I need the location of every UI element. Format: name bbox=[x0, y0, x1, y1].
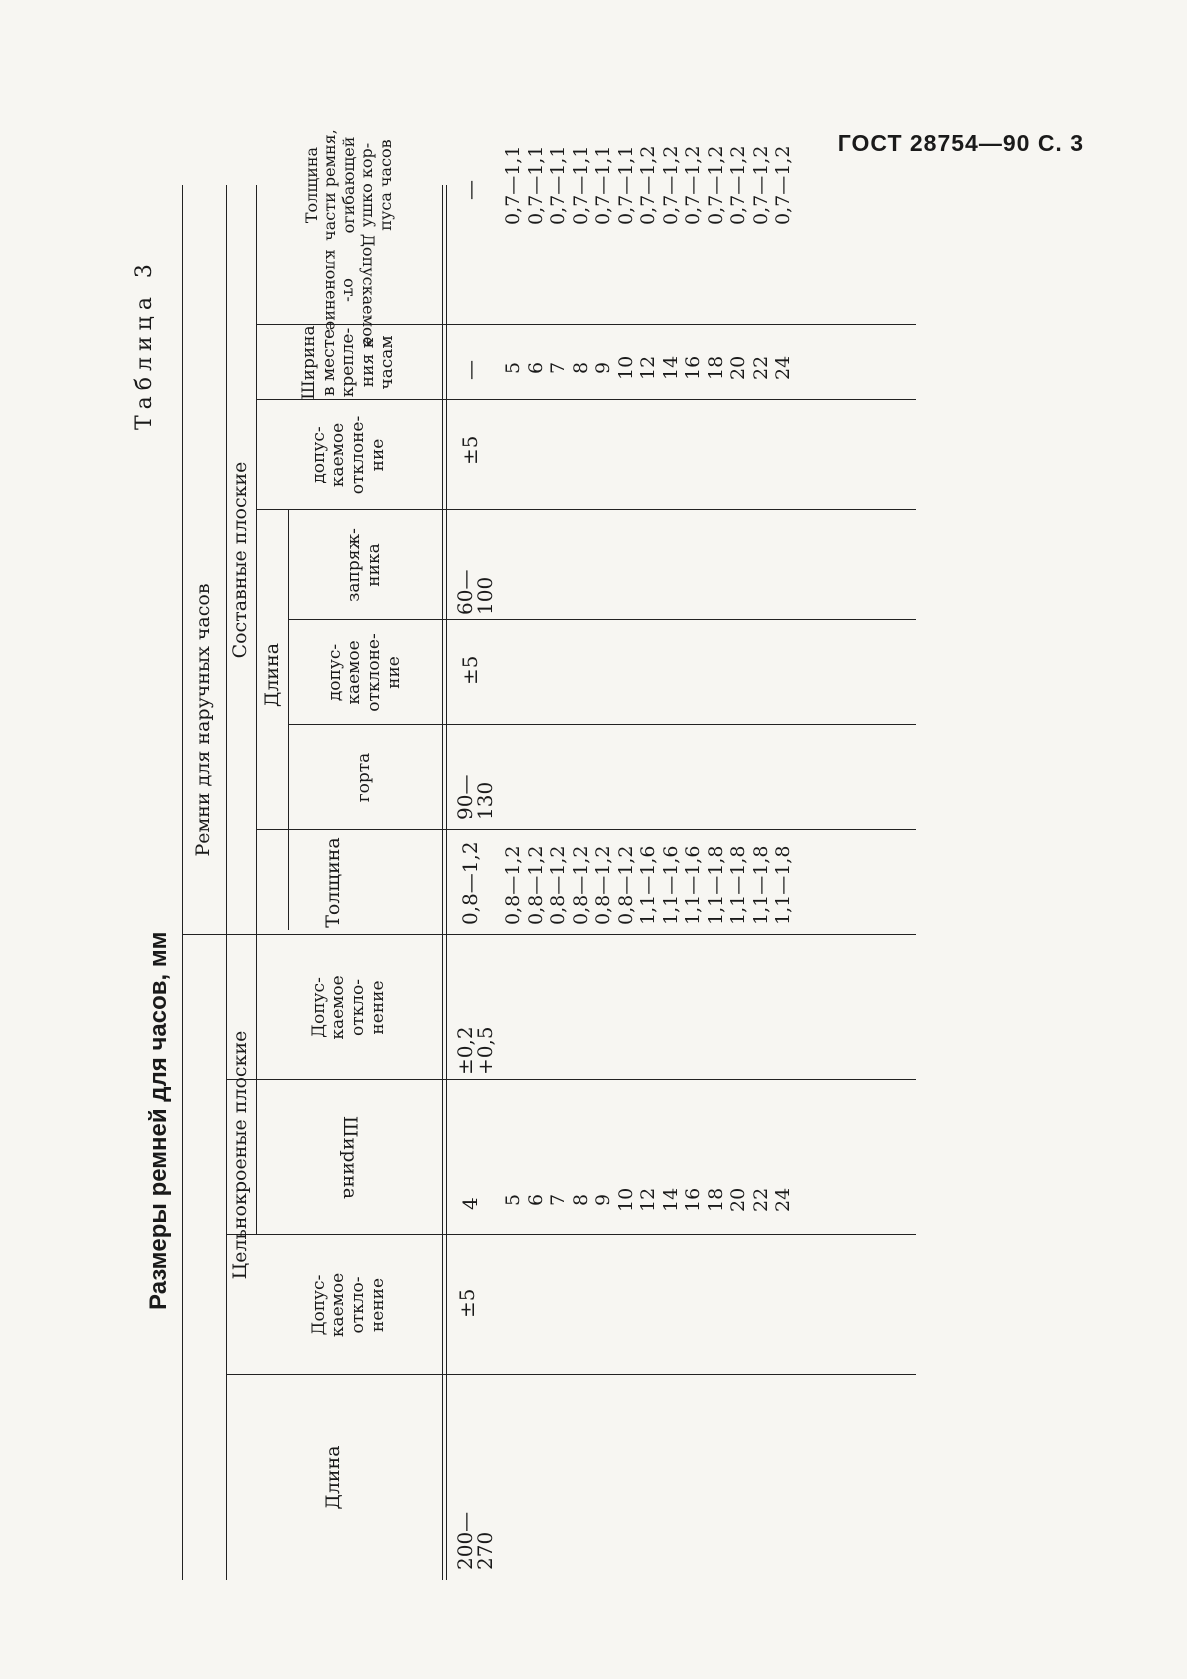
part-thickness-value: 0,7—1,2 bbox=[659, 145, 682, 225]
cell-length: 200— 270 bbox=[453, 1511, 497, 1570]
attach-width-value: 7 bbox=[547, 361, 569, 374]
attach-width-value: 22 bbox=[749, 355, 772, 380]
cell-thickness-first: 0,8—1,2 bbox=[458, 841, 482, 925]
width-value: 12 bbox=[637, 1187, 659, 1212]
part-thickness-value: 0,7—1,2 bbox=[772, 145, 794, 225]
attach-width-value: 18 bbox=[704, 355, 727, 380]
width-value: 20 bbox=[727, 1187, 749, 1212]
cell-thick-part-first: — bbox=[458, 180, 482, 200]
attach-width-value: 16 bbox=[682, 355, 704, 380]
solid-group-header: Цельнокроеные плоские bbox=[229, 1030, 252, 1280]
part-thickness-value: 0,7—1,2 bbox=[727, 145, 749, 225]
attach-width-value: 9 bbox=[592, 361, 614, 374]
width-value: 24 bbox=[772, 1187, 794, 1212]
width-values-column bbox=[502, 1188, 795, 1212]
header-tol3: допус- каемое отклоне- ние bbox=[324, 633, 404, 712]
attach-width-value: 24 bbox=[772, 355, 794, 380]
table-title: Размеры ремней для часов, мм bbox=[145, 931, 172, 1310]
width-value: 6 bbox=[524, 1193, 547, 1206]
header-tol1: Допус- каемое откло- нение bbox=[308, 1272, 388, 1338]
part-thickness-value: 0,7—1,2 bbox=[704, 145, 727, 225]
group-header: Ремни для наручных часов bbox=[192, 583, 215, 857]
width-value: 14 bbox=[659, 1187, 682, 1212]
header-zapr: запряж- ника bbox=[344, 528, 384, 602]
thickness-value: 1,1—1,6 bbox=[637, 845, 659, 925]
attach-width-value: 10 bbox=[614, 355, 637, 380]
part-thickness-value: 0,7—1,1 bbox=[524, 145, 547, 225]
part-thickness-value: 0,7—1,1 bbox=[569, 145, 592, 225]
part-thickness-value: 0,7—1,1 bbox=[592, 145, 614, 225]
thickness-value: 0,8—1,2 bbox=[614, 845, 637, 925]
header-thickness: Толщина bbox=[322, 837, 345, 928]
thickness-value: 0,8—1,2 bbox=[524, 845, 547, 925]
cell-width-attach-first: — bbox=[458, 360, 482, 380]
attach-width-value: 6 bbox=[524, 361, 547, 374]
width-value: 16 bbox=[682, 1187, 704, 1212]
cell-tol2: ±0,2 +0,5 bbox=[453, 1026, 497, 1075]
part-thickness-value: 0,7—1,2 bbox=[682, 145, 704, 225]
attach-width-value: 14 bbox=[659, 355, 682, 380]
header-length: Длина bbox=[322, 1445, 345, 1510]
cell-tol4: ±5 bbox=[458, 435, 482, 465]
thickness-values-column bbox=[502, 846, 795, 925]
width-value: 7 bbox=[547, 1193, 569, 1206]
header-thick-part: Толщина части ремня, огибающей ушко кор- пуса часов bbox=[302, 129, 395, 241]
part-thickness-value: 0,7—1,1 bbox=[547, 145, 569, 225]
thickness-value: 1,1—1,8 bbox=[727, 845, 749, 925]
cell-zapr: 60— 100 bbox=[453, 569, 497, 615]
thickness-value: 1,1—1,6 bbox=[682, 845, 704, 925]
cell-tol3: ±5 bbox=[458, 655, 482, 685]
width-value: 10 bbox=[614, 1187, 637, 1212]
page-reference: ГОСТ 28754—90 С. 3 bbox=[837, 130, 1084, 156]
table-label: Таблица 3 bbox=[132, 258, 157, 430]
part-thickness-value: 0,7—1,1 bbox=[614, 145, 637, 225]
width-value: 5 bbox=[502, 1193, 524, 1206]
header-gorta: горта bbox=[354, 752, 375, 803]
part-thickness-value: 0,7—1,2 bbox=[637, 145, 659, 225]
thickness-value: 0,8—1,2 bbox=[547, 845, 569, 925]
cell-gorta: 90— 130 bbox=[453, 774, 497, 820]
part-thickness-values-column bbox=[502, 146, 795, 225]
thickness-value: 1,1—1,8 bbox=[772, 845, 794, 925]
thickness-value: 1,1—1,8 bbox=[704, 845, 727, 925]
attach-width-value: 12 bbox=[637, 355, 659, 380]
header-tol2: Допус- каемое отклo- нение bbox=[308, 975, 388, 1040]
cell-tol1: ±5 bbox=[455, 1288, 479, 1318]
header-tol4: допус- каемое отклоне- ние bbox=[308, 415, 388, 495]
part-thickness-value: 0,7—1,1 bbox=[502, 145, 524, 225]
length-group-header: Длина bbox=[261, 642, 284, 708]
header-width: Ширина bbox=[338, 1115, 361, 1200]
thickness-value: 0,8—1,2 bbox=[502, 845, 524, 925]
thickness-value: 1,1—1,6 bbox=[659, 845, 682, 925]
thickness-value: 0,8—1,2 bbox=[592, 845, 614, 925]
thickness-value: 0,8—1,2 bbox=[569, 845, 592, 925]
composite-group-header: Составные плоские bbox=[229, 461, 252, 659]
width-value: 18 bbox=[704, 1187, 727, 1212]
attach-width-value: 8 bbox=[569, 361, 592, 374]
header-tol5: Допускаемое от- клонение bbox=[321, 233, 378, 347]
attach-width-value: 20 bbox=[727, 355, 749, 380]
thickness-value: 1,1—1,8 bbox=[749, 845, 772, 925]
width-value: 22 bbox=[749, 1187, 772, 1212]
width-value: 8 bbox=[569, 1193, 592, 1206]
cell-width-first: 4 bbox=[458, 1197, 482, 1210]
attach-width-value: 5 bbox=[502, 361, 524, 374]
attach-width-values-column bbox=[502, 356, 795, 380]
part-thickness-value: 0,7—1,2 bbox=[749, 145, 772, 225]
width-value: 9 bbox=[592, 1193, 614, 1206]
header-width-attach: Ширина в месте крепле- ния к часам bbox=[299, 325, 398, 400]
rotated-table-sheet bbox=[132, 100, 920, 1580]
